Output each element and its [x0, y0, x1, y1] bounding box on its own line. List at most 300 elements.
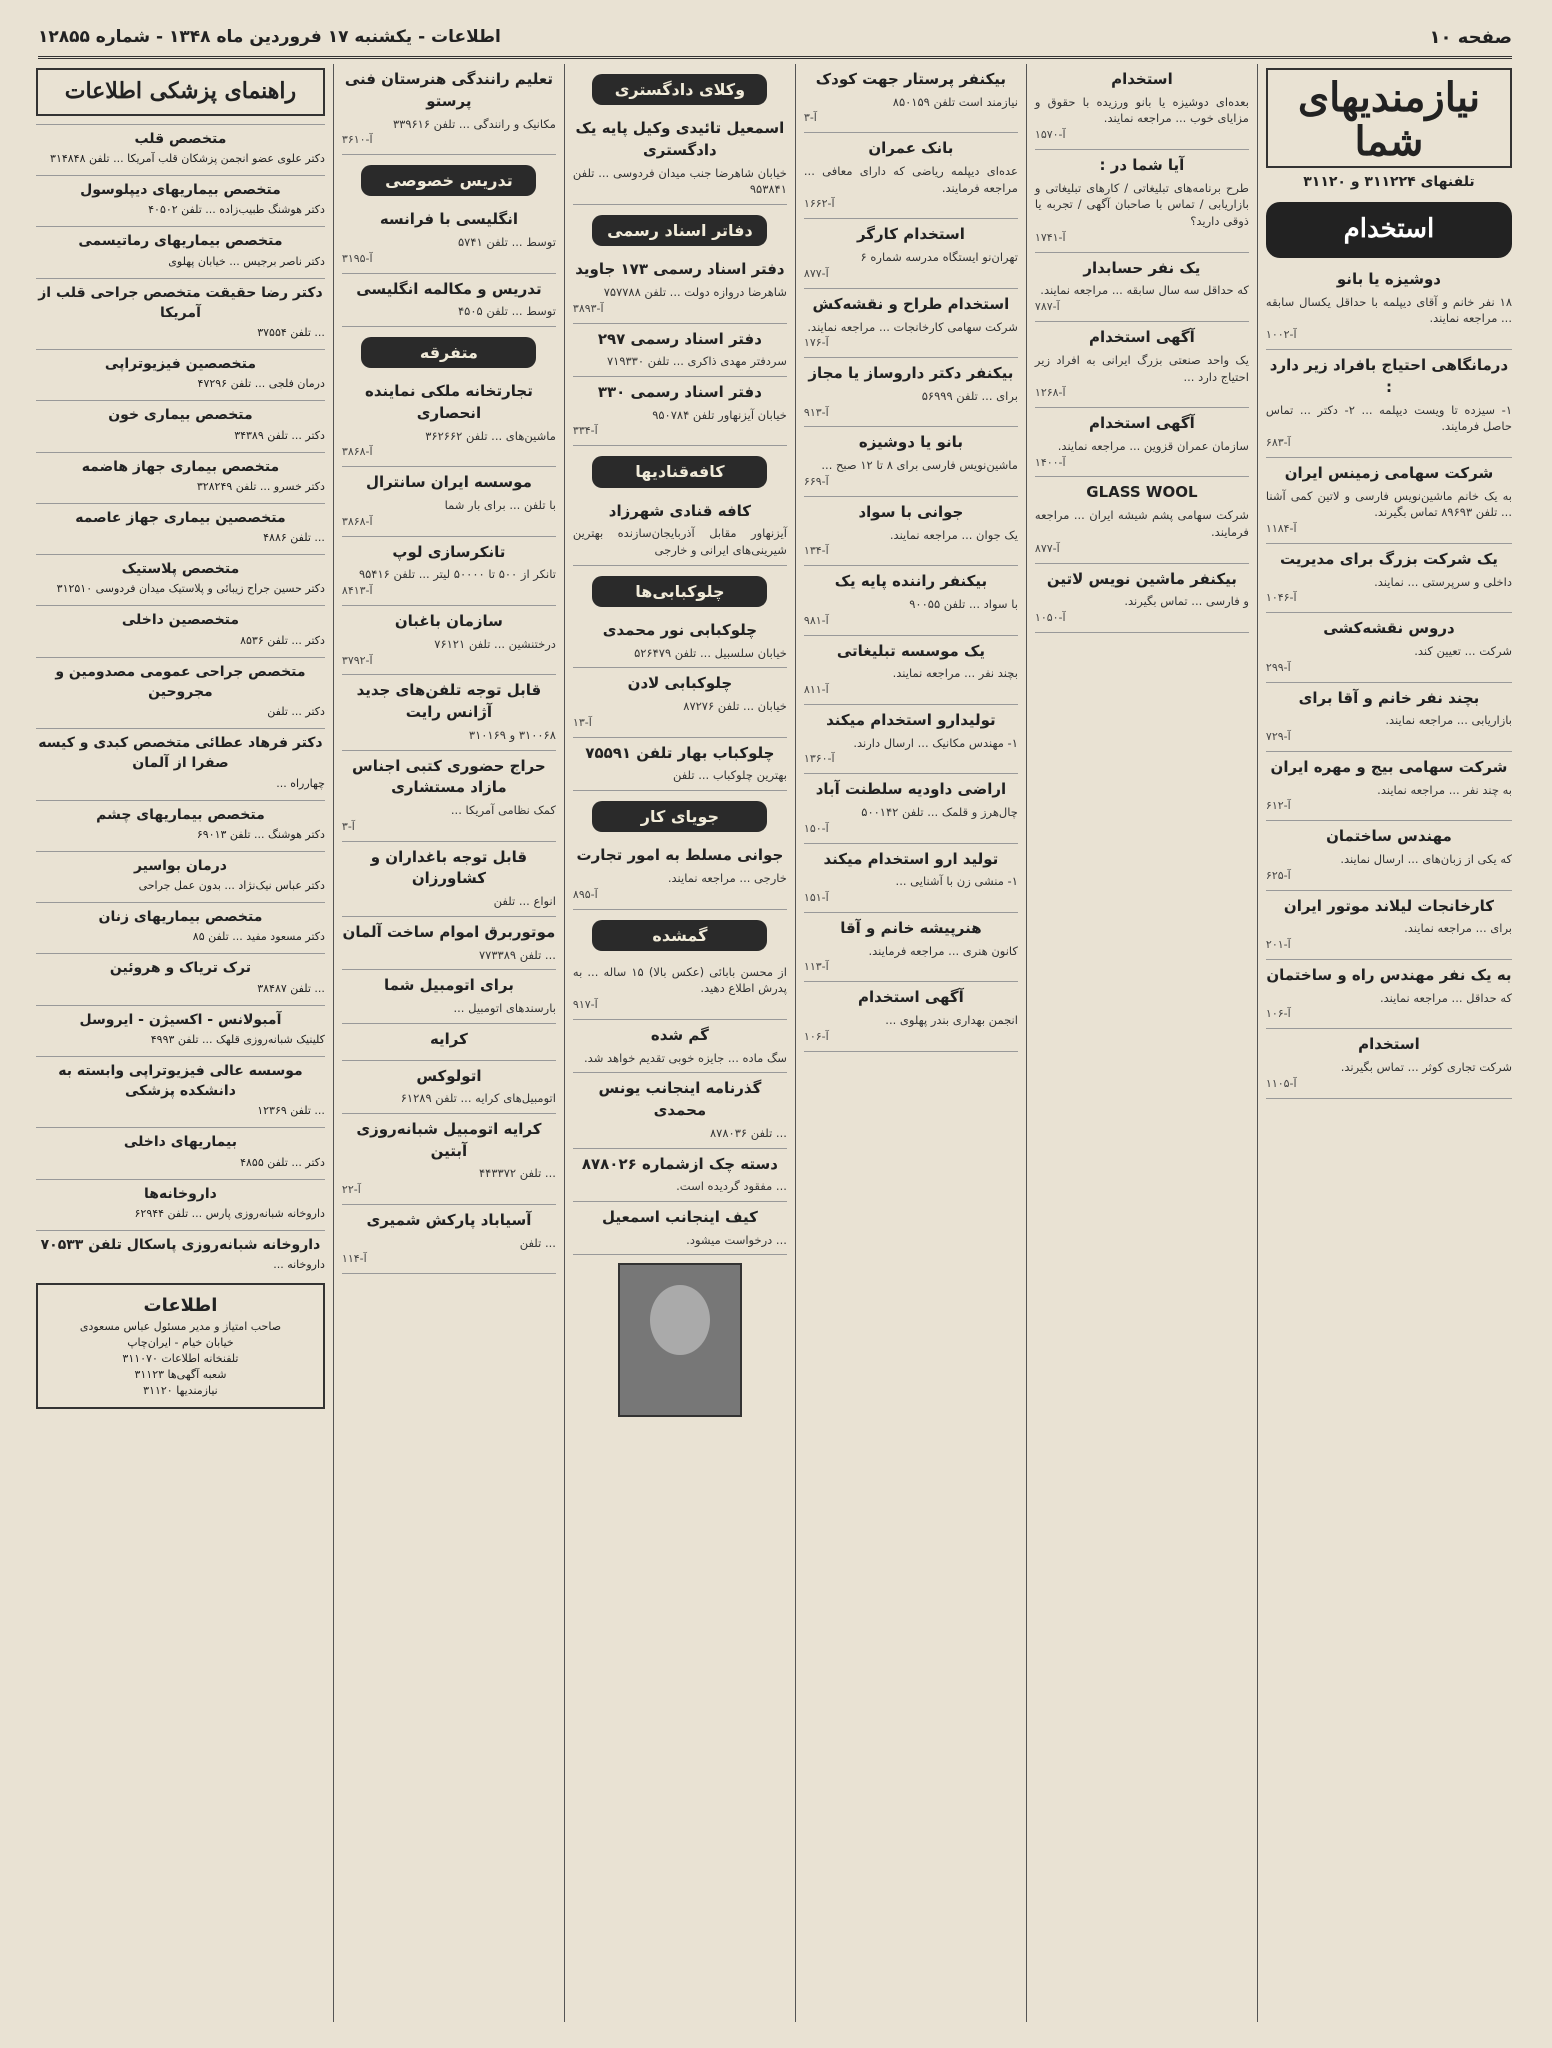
ad-heading: انگلیسی با فرانسه — [379, 210, 518, 229]
ad-reference: آ-۱۲۶۸ — [1034, 386, 1066, 400]
ad-heading: یک شرکت بزرگ برای مدیریت — [1280, 549, 1498, 568]
ad-heading: بانک عمران — [868, 139, 954, 158]
ad-body: ماشین‌های ... تلفن ۳۶۲۶۶۲ — [425, 428, 556, 443]
ad-heading: سازمان باغبان — [394, 612, 503, 631]
medical-entry-heading: موسسه عالی فیزیوتراپی وابسته به دانشکده پزشکی — [36, 1056, 325, 1102]
medical-entry-heading: متخصص جراحی عمومی مصدومین و مجروحین — [36, 657, 325, 703]
ad-heading: دسته چک ازشماره ۸۷۸۰۲۶ — [581, 1154, 778, 1173]
medical-entry-heading: متخصص بیماری جهاز هاضمه — [36, 452, 325, 477]
ad-reference: آ-۳ — [341, 819, 355, 833]
ad-heading: گذرنامه اینجانب یونس محمدی — [598, 1079, 762, 1120]
ad-reference: آ-۹۱۷ — [572, 998, 598, 1012]
medical-entry-heading: متخصصین بیماری جهاز عاصمه — [36, 503, 325, 528]
ad-heading: هنرپیشه خانم و آقا — [840, 918, 982, 937]
column-five — [333, 64, 564, 2022]
classified-ad — [1266, 544, 1512, 613]
medical-entry-body: دکتر ... تلفن ۳۴۳۸۹ — [234, 428, 325, 442]
employment-header: استخدام — [1266, 202, 1512, 258]
medical-entry-body: ... تلفن ۱۲۳۶۹ — [257, 1104, 325, 1118]
publisher-box — [36, 1283, 325, 1409]
ad-heading: تانکرسازی لوپ — [392, 542, 506, 561]
classified-ad — [804, 774, 1018, 843]
classified-ad — [573, 959, 787, 1020]
ad-heading: اسمعیل تائیدی وکیل پایه یک دادگستری — [575, 119, 785, 159]
ad-reference: آ-۱۴۰۰ — [1034, 455, 1066, 469]
column-four — [564, 64, 795, 2022]
classified-ad — [1266, 821, 1512, 890]
ad-heading: اتولوکس — [416, 1066, 482, 1085]
classified-ad — [342, 376, 556, 467]
medical-entry-heading: متخصص بیماریهای رماتیسمی — [36, 226, 325, 251]
publisher-line: تلفنخانه اطلاعات ۳۱۱۰۷۰ — [122, 1351, 239, 1365]
classified-ad — [804, 64, 1018, 133]
medical-entry-heading: ترک تریاک و هروئین — [36, 953, 325, 978]
ad-heading: آگهی استخدام — [1089, 414, 1195, 433]
ad-reference: آ-۲۰۱ — [1265, 938, 1291, 952]
classified-ad — [342, 1205, 556, 1274]
ad-heading: تولیدارو استخدام میکند — [826, 710, 996, 729]
ad-heading: بیکنفر ماشین نویس لاتین — [1046, 569, 1237, 588]
medical-entry-heading: متخصص پلاستیک — [36, 554, 325, 579]
ad-reference: آ-۲۹۹ — [1265, 660, 1291, 674]
ad-body: ۱۸ نفر خانم و آقای دیپلمه با حداقل یکسال سابقه ... مراجعه نمایند. — [1265, 294, 1512, 326]
classified-ad — [804, 133, 1018, 219]
ad-body: با سواد ... تلفن ۹۰۰۵۵ — [909, 596, 1018, 611]
medical-entry-body: دکتر عباس نیک‌نژاد ... بدون عمل جراحی — [138, 879, 325, 893]
ad-heading: آگهی استخدام — [858, 988, 964, 1007]
classified-ad — [804, 636, 1018, 705]
columns — [28, 64, 1520, 2022]
ad-body: عده‌ای دیپلمه ریاضی که دارای معافی ... مراجعه فرمایند. — [803, 164, 1018, 195]
ad-body: داخلی و سرپرستی ... نمایند. — [1374, 574, 1512, 589]
ad-reference: آ-۶۸۳ — [1265, 435, 1291, 449]
medical-entry-body: دکتر هوشنگ طبیب‌زاده ... تلفن ۴۰۵۰۲ — [148, 203, 325, 217]
ad-body: ماشین‌نویس فارسی برای ۸ تا ۱۲ صبح ... — [821, 458, 1018, 473]
section-header: جویای کار — [592, 801, 767, 832]
classified-ad — [804, 497, 1018, 566]
ad-heading: قابل توجه تلفن‌های جدید آژانس رایت — [356, 681, 542, 722]
ad-reference: آ-۶۱۲ — [1265, 799, 1291, 813]
ad-heading: چلوکبابی نور محمدی — [602, 620, 758, 639]
ad-heading: بانو یا دوشیزه — [858, 433, 963, 452]
ad-reference: آ-۳۶۱۰ — [341, 133, 373, 147]
section-header: گمشده — [592, 920, 767, 951]
missing-person-photo — [618, 1263, 742, 1417]
classified-ad — [573, 840, 787, 909]
section-header: تدریس خصوصی — [361, 165, 536, 196]
classified-ad — [1266, 350, 1512, 458]
ad-body: خیابان سلسبیل ... تلفن ۵۲۶۴۷۹ — [634, 645, 787, 660]
classified-ad — [342, 842, 556, 917]
ad-reference: آ-۱۱۸۴ — [1265, 521, 1297, 535]
medical-entry-body: داروخانه ... — [273, 1258, 325, 1272]
ad-heading: دوشیزه یا بانو — [1336, 269, 1441, 288]
ad-heading: جوانی مسلط به امور تجارت — [576, 846, 784, 865]
ad-body: توسط ... تلفن ۴۵۰۵ — [457, 304, 556, 319]
medical-entry-heading: داروخانه‌ها — [36, 1179, 325, 1204]
medical-entry-heading: متخصص بیماریهای زنان — [36, 902, 325, 927]
ad-body: خیابان آیزنهاور تلفن ۹۵۰۷۸۴ — [652, 407, 787, 422]
ad-body: بازاریابی ... مراجعه نمایند. — [1385, 713, 1512, 728]
medical-entry-body: ... تلفن ۴۸۸۶ — [263, 531, 325, 545]
classified-ad — [342, 917, 556, 970]
medical-guide-title: راهنمای پزشکی اطلاعات — [36, 68, 325, 116]
section-header: متفرقه — [361, 337, 536, 368]
medical-entry-heading: آمبولانس - اکسیژن - ایروسل — [36, 1005, 325, 1030]
ad-heading: گم شده — [650, 1026, 709, 1045]
classified-ad — [804, 358, 1018, 427]
ad-heading: اراضی داودیه سلطنت آباد — [815, 780, 1007, 799]
classified-ad — [1266, 264, 1512, 350]
ad-reference: آ-۳ — [803, 111, 817, 125]
ad-heading: کافه قنادی شهرزاد — [608, 501, 751, 520]
ad-reference: آ-۱۱۴ — [341, 1252, 367, 1266]
ad-body: بارسند‌های اتومبیل ... — [453, 1001, 556, 1016]
ad-heading: تدریس و مکالمه انگلیسی — [356, 279, 542, 298]
ad-reference: آ-۶۲۵ — [1265, 868, 1291, 882]
ad-body: برای ... تلفن ۵۶۹۹۹ — [921, 388, 1018, 403]
ad-body: شرکت تجاری کوثر ... تماس بگیرند. — [1340, 1060, 1512, 1075]
ad-reference: آ-۱۵۱ — [803, 891, 829, 905]
classified-ad — [804, 219, 1018, 288]
ad-body: شرکت سهامی پشم شیشه ایران ... مراجعه فرمایند. — [1034, 508, 1249, 539]
medical-entry-heading: داروخانه شبانه‌روزی پاسکال تلفن ۷۰۵۳۳ — [36, 1230, 325, 1255]
ad-heading: تولید ارو استخدام میکند — [823, 849, 999, 868]
ad-reference: آ-۱۳۴ — [803, 544, 829, 558]
ad-body: شرکت ... تعیین کند. — [1414, 643, 1512, 658]
publisher-line: نیازمندیها ۳۱۱۲۰ — [143, 1383, 218, 1397]
medical-entry-heading: متخصص بیماریهای چشم — [36, 800, 325, 825]
classified-title: نیازمندیهای شما — [1266, 68, 1512, 168]
ad-reference: آ-۱۰۶ — [803, 1029, 829, 1043]
medical-entry-heading: بیماریهای داخلی — [36, 1127, 325, 1152]
medical-entry-body: دکتر ... تلفن ۴۸۵۵ — [240, 1155, 325, 1169]
classified-ad — [573, 738, 787, 791]
ad-heading: درمانگاهی احتیاج بافراد زیر دارد : — [1269, 356, 1509, 396]
ad-reference: آ-۸۷۷ — [803, 266, 829, 280]
ad-reference: آ-۳۸۶۸ — [341, 445, 373, 459]
ad-reference: آ-۱۳۶۰ — [803, 752, 835, 766]
classified-ad — [1266, 458, 1512, 544]
ad-body: ۳۱۰۰۶۸ و ۳۱۰۱۶۹ — [468, 727, 556, 742]
ad-heading: کرایه اتومبیل شبانه‌روزی آبتین — [356, 1119, 542, 1160]
classified-ad — [1266, 683, 1512, 752]
classified-ad — [342, 204, 556, 273]
ad-reference: آ-۸۱۱ — [803, 682, 829, 696]
ad-heading: مهندس ساختمان — [1326, 827, 1452, 846]
ad-body: چال‌هرز و قلمک ... تلفن ۵۰۰۱۴۲ — [861, 805, 1018, 820]
ad-reference: آ-۲۲ — [341, 1183, 361, 1197]
ad-heading: استخدام — [1111, 70, 1173, 88]
ad-heading: GLASS WOOL — [1086, 483, 1198, 502]
medical-entry-body: دکتر علوی عضو انجمن پزشکان قلب آمریکا ... تلفن ۳۱۴۸۴۸ — [50, 152, 325, 166]
section-header: دفاتر اسناد رسمی — [592, 215, 767, 246]
classified-ad — [573, 1149, 787, 1202]
ad-heading: شرکت سهامی زمینس ایران — [1284, 463, 1494, 482]
classified-ad — [1266, 960, 1512, 1029]
ad-body: درختنشین ... تلفن ۷۶۱۲۱ — [434, 636, 556, 651]
ad-body: و فارسی ... تماس بگیرند. — [1124, 594, 1249, 609]
ad-heading: کارخانجات لیلاند موتور ایران — [1283, 896, 1494, 915]
medical-entry-body: دکتر مسعود مفید ... تلفن ۸۵ — [192, 930, 325, 944]
page-number: صفحه ۱۰ — [1429, 26, 1512, 48]
classified-ad — [804, 289, 1018, 358]
ad-reference: آ-۱۰۰۲ — [1265, 328, 1297, 342]
ad-body: شرکت سهامی کارخانجات ... مراجعه نمایند. — [807, 319, 1018, 334]
ad-heading: کیف اینجانب اسمعیل — [601, 1208, 758, 1227]
ad-heading: دفتر اسناد رسمی ۲۹۷ — [597, 329, 762, 348]
classified-ad — [573, 615, 787, 668]
classified-ad — [342, 606, 556, 675]
ad-body: برای ... مراجعه نمایند. — [1404, 921, 1512, 936]
ad-body: تانکر از ۵۰۰ تا ۵۰۰۰۰ لیتر ... تلفن ۹۵۴۱۶ — [358, 567, 556, 582]
medical-entry-heading: دکتر رضا حقیقت متخصص جراحی قلب از آمریکا — [36, 278, 325, 324]
ad-body: به چند نفر ... مراجعه نمایند. — [1377, 782, 1512, 797]
ad-body: کانون هنری ... مراجعه فرمایند. — [868, 943, 1018, 958]
medical-entry-body: ... تلفن ۳۸۴۸۷ — [257, 981, 325, 995]
classified-ad — [1035, 408, 1249, 477]
ad-body: ... مفقود گردیده است. — [676, 1179, 787, 1194]
ad-body: خیابان شاهرضا جنب میدان فردوسی ... تلفن ۹۵۳۸۴۱ — [572, 165, 787, 197]
ad-body: سردفتر مهدی ذاکری ... تلفن ۷۱۹۳۳۰ — [606, 354, 787, 369]
medical-entry-heading: متخصصین فیزیوتراپی — [36, 349, 325, 374]
ad-body: که یکی از زبان‌های ... ارسال نمایند. — [1340, 852, 1512, 867]
ad-reference: آ-۸۷۷ — [1034, 541, 1060, 555]
ad-heading: جوانی با سواد — [858, 502, 964, 521]
medical-entry-body: دکتر ... تلفن — [267, 705, 325, 719]
medical-entry-body: دکتر ناصر برجیس ... خیابان پهلوی — [168, 254, 325, 268]
ad-reference: آ-۱۰۶ — [1265, 1007, 1291, 1021]
ad-reference: آ-۸۴۱۳ — [341, 584, 373, 598]
classified-ad — [573, 377, 787, 446]
ad-heading: بیکنفر دکتر داروساز یا مجاز — [808, 364, 1014, 383]
ad-reference: آ-۳۷۹۲ — [341, 653, 373, 667]
medical-entry-heading: درمان بواسیر — [36, 851, 325, 876]
classified-ad — [804, 427, 1018, 496]
ad-body: بهترین چلوکباب ... تلفن — [672, 768, 787, 783]
ad-body: ... تلفن ۸۷۸۰۳۶ — [709, 1125, 787, 1140]
ad-body: ... تلفن ۷۷۳۳۸۹ — [478, 947, 556, 962]
classified-phones: تلفنهای ۳۱۱۲۲۴ و ۳۱۱۲۰ — [1303, 174, 1475, 190]
medical-entry-heading: متخصص بیماریهای دیپلوسول — [36, 175, 325, 200]
ad-body: آیزنهاور مقابل آذربایجان‌سازنده بهترین شیرینی‌های ایرانی و خارجی — [572, 526, 787, 557]
ad-reference: آ-۷۲۹ — [1265, 729, 1291, 743]
ad-heading: آسیاباد پارکش شمیری — [366, 1211, 532, 1230]
classified-ad — [573, 324, 787, 377]
classified-ad — [804, 566, 1018, 635]
ad-heading: موتوربرق اموام ساخت آلمان — [342, 922, 556, 941]
ad-heading: دروس نقشه‌کشی — [1323, 619, 1455, 638]
ad-body: ۱- منشی زن با آشنایی ... — [895, 874, 1018, 889]
classified-ad — [573, 1020, 787, 1073]
publisher-line: خیابان خیام - ایران‌چاپ — [127, 1336, 234, 1350]
section-header: وکلای دادگستری — [592, 74, 767, 105]
ad-body: ۱- سیزده تا ویست دیپلمه ... ۲- دکتر ... تماس حاصل فرمایند. — [1265, 402, 1512, 434]
ad-heading: شرکت سهامی بیج و مهره ایران — [1270, 757, 1508, 776]
ad-reference: آ-۱۷۶ — [803, 336, 829, 350]
ad-reference: آ-۶۶۹ — [803, 474, 829, 488]
publisher-line: صاحب امتیاز و مدیر مسئول عباس مسعودی — [79, 1320, 282, 1334]
classified-ad — [342, 274, 556, 327]
classified-ad — [804, 982, 1018, 1051]
ad-reference: آ-۱۶۶۲ — [803, 197, 835, 211]
ad-body: نیازمند است تلفن ۸۵۰۱۵۹ — [892, 94, 1018, 109]
ad-body: سگ ماده ... جایزه خوبی تقدیم خواهد شد. — [584, 1050, 787, 1065]
ad-heading: تجارتخانه ملکی نماینده انحصاری — [364, 382, 533, 423]
publisher-line: شعبه آگهی‌ها ۳۱۱۲۳ — [134, 1367, 227, 1381]
ad-reference: آ-۱۰۴۶ — [1265, 591, 1297, 605]
ad-body: کمک نظامی آمریکا ... — [450, 803, 556, 818]
ad-reference: آ-۱۷۴۱ — [1034, 230, 1066, 244]
publisher-title: اطلاعات — [143, 1295, 218, 1316]
ad-heading: استخدام — [1358, 1035, 1420, 1054]
ad-heading: به یک نفر مهندس راه و ساختمان — [1266, 965, 1512, 984]
ad-heading: برای اتومبیل شما — [383, 976, 514, 995]
ad-heading: دفتر اسناد رسمی ۳۳۰ — [597, 383, 762, 401]
medical-entry-body: دکتر خسرو ... تلفن ۳۲۸۲۴۹ — [196, 479, 325, 493]
classified-ad — [1035, 322, 1249, 408]
classified-ad — [1035, 253, 1249, 322]
ad-body: مکانیک و رانندگی ... تلفن ۳۳۹۶۱۶ — [392, 116, 556, 131]
classified-ad — [573, 1202, 787, 1255]
ad-heading: چلوکباب بهار تلفن ۷۵۵۹۱ — [585, 743, 775, 762]
ad-heading: آگهی استخدام — [1089, 328, 1195, 347]
ad-reference: آ-۳۱۹۵ — [341, 251, 373, 265]
ad-body: ۱- مهندس مکانیک ... ارسال دارند. — [853, 735, 1018, 750]
classified-ad — [342, 1114, 556, 1205]
ad-reference: آ-۱۰۵۰ — [1034, 610, 1066, 624]
ad-heading: تعلیم رانندگی هنرستان فنی پرستو — [344, 70, 553, 110]
ad-body: اتومبیل‌های کرایه ... تلفن ۶۱۲۸۹ — [400, 1091, 556, 1106]
ad-body: که حداقل سه سال سابقه ... مراجعه نمایند. — [1040, 283, 1249, 298]
ad-body: توسط ... تلفن ۵۷۴۱ — [457, 235, 556, 250]
ad-heading: یک موسسه تبلیغاتی — [836, 641, 985, 660]
ad-heading: استخدام طراح و نقشه‌کش — [812, 294, 1010, 313]
classified-ad — [804, 844, 1018, 913]
ad-reference: آ-۱۵۷۰ — [1034, 128, 1066, 142]
ad-reference: آ-۳۸۶۸ — [341, 514, 373, 528]
ad-body: طرح برنامه‌های تبلیغاتی / کارهای تبلیغاتی و بازاریابی / تماس با صاحبان آگهی / تجربه یا ذوقی دارید؟ — [1034, 180, 1249, 229]
ad-body: بعده‌ای دوشیزه یا بانو ورزیده با حقوق و مزایای خوب ... مراجعه نمایند. — [1034, 94, 1249, 126]
ad-heading: چلوکبابی لادن — [627, 674, 733, 693]
column-three — [795, 64, 1026, 2022]
classified-ad — [804, 705, 1018, 774]
classified-ad — [1035, 150, 1249, 253]
ad-body: بچند نفر ... مراجعه نمایند. — [892, 666, 1018, 681]
classified-ad — [1266, 891, 1512, 960]
ad-body: خارجی ... مراجعه نمایند. — [667, 870, 787, 885]
classified-ad — [342, 537, 556, 606]
classified-ad — [1035, 64, 1249, 150]
ad-body: شاهرضا دروازه دولت ... تلفن ۷۵۷۷۸۸ — [603, 284, 787, 299]
ad-reference: آ-۱۱۰۵ — [1265, 1076, 1297, 1090]
ad-body: انواع ... تلفن — [493, 894, 556, 909]
ad-body: سازمان عمران قزوین ... مراجعه نمایند. — [1057, 438, 1249, 453]
classified-ad — [1266, 1029, 1512, 1098]
classified-ad — [804, 913, 1018, 982]
section-header: چلوکبابی‌ها — [592, 576, 767, 607]
column-two — [1026, 64, 1257, 2022]
medical-column — [28, 64, 333, 2022]
ad-body: یک جوان ... مراجعه نمایند. — [889, 527, 1018, 542]
medical-entry-body: چهارراه ... — [276, 776, 325, 790]
medical-entry-body: کلینیک شبانه‌روزی قلهک ... تلفن ۴۹۹۳ — [150, 1032, 325, 1046]
classified-ad — [1266, 752, 1512, 821]
ad-heading: قابل توجه باغداران و کشاورزان — [370, 847, 528, 888]
ad-body: انجمن بهداری بندر پهلوی ... — [885, 1013, 1018, 1028]
ad-reference: آ-۸۹۵ — [572, 887, 598, 901]
classified-ad — [342, 467, 556, 536]
medical-entry-heading: متخصص بیماری خون — [36, 400, 325, 425]
classified-ad — [573, 496, 787, 566]
ad-heading: دفتر اسناد رسمی ۱۷۳ جاوید — [575, 260, 785, 279]
ad-heading: یک نفر حسابدار — [1083, 258, 1201, 277]
ad-body: از محسن بابائی (عکس بالا) ۱۵ ساله ... به پدرش اطلاع دهید. — [572, 964, 787, 996]
medical-entry-body: درمان فلجی ... تلفن ۴۷۲۹۶ — [197, 377, 325, 391]
classified-column — [1257, 64, 1520, 2022]
masthead — [38, 18, 1512, 59]
masthead-info: اطلاعات - یکشنبه ۱۷ فروردین ماه ۱۳۴۸ - شماره ۱۲۸۵۵ — [38, 27, 501, 47]
ad-heading: استخدام کارگر — [856, 225, 965, 244]
ad-reference: آ-۱۳ — [572, 715, 592, 729]
classified-ad — [1266, 613, 1512, 682]
ad-reference: آ-۹۸۱ — [803, 613, 829, 627]
classified-ad — [342, 675, 556, 750]
ad-heading: کرایه — [429, 1029, 468, 1048]
ad-heading: بچند نفر خانم و آقا برای — [1298, 688, 1480, 707]
ad-body: یک واحد صنعتی بزرگ ایرانی به افراد زیر احتیاج دارد ... — [1034, 352, 1249, 384]
ad-body: ... تلفن ۴۴۳۳۷۲ — [478, 1166, 556, 1181]
classified-ad — [342, 64, 556, 155]
classified-ad — [573, 113, 787, 205]
classified-ad — [1035, 564, 1249, 633]
ad-body: تهران‌نو ایستگاه مدرسه شماره ۶ — [860, 250, 1018, 265]
classified-ad — [573, 668, 787, 737]
ad-body: که حداقل ... مراجعه نمایند. — [1379, 990, 1512, 1005]
section-header: کافه‌قنادیها — [592, 456, 767, 487]
classified-ad — [342, 1024, 556, 1061]
ad-body: به یک خانم ماشین‌نویس فارسی و لاتین کمی آشنا ... تلفن ۸۹۶۹۳ تماس بگیرند. — [1265, 488, 1512, 520]
ad-body: ... تلفن — [519, 1235, 556, 1250]
medical-entry-body: داروخانه شبانه‌روزی پارس ... تلفن ۶۲۹۴۴ — [134, 1206, 325, 1220]
ad-reference: آ-۱۵۰ — [803, 821, 829, 835]
ad-heading: موسسه ایران سانترال — [365, 473, 532, 492]
medical-entry-heading: متخصصین داخلی — [36, 605, 325, 630]
ad-heading: حراج حضوری کتبی اجناس مازاد مستشاری — [352, 756, 546, 797]
ad-heading: بیکنفر پرستار جهت کودک — [815, 70, 1007, 88]
ad-reference: آ-۹۱۳ — [803, 405, 829, 419]
medical-entry-body: ... تلفن ۳۷۵۵۴ — [257, 326, 325, 340]
ad-body: با تلفن ... برای بار شما — [444, 498, 556, 513]
medical-entry-body: دکتر هوشنگ ... تلفن ۶۹۰۱۳ — [196, 827, 325, 841]
classified-ad — [342, 970, 556, 1023]
classified-ad — [1035, 477, 1249, 563]
medical-entry-heading: دکتر فرهاد عطائی متخصص کبدی و کیسه صفرا از آلمان — [36, 728, 325, 774]
medical-entry-body: دکتر حسین جراح زیبائی و پلاستیک میدان فردوسی ۳۱۲۵۱۰ — [56, 582, 325, 596]
ad-reference: آ-۷۸۷ — [1034, 300, 1060, 314]
ad-reference: آ-۳۳۴ — [572, 424, 598, 438]
ad-reference: آ-۳۸۹۳ — [572, 301, 604, 315]
ad-heading: آیا شما در : — [1099, 156, 1185, 175]
ad-body: ... درخواست میشود. — [686, 1232, 787, 1247]
ad-reference: آ-۱۱۳ — [803, 960, 829, 974]
medical-entry-body: دکتر ... تلفن ۸۵۳۶ — [240, 633, 325, 647]
classified-ad — [342, 1061, 556, 1114]
classified-ad — [573, 1073, 787, 1148]
ad-heading: بیکنفر راننده پایه یک — [834, 572, 988, 591]
ad-body: خیابان ... تلفن ۸۷۲۷۶ — [683, 699, 787, 713]
medical-entry-heading: متخصص قلب — [36, 124, 325, 149]
